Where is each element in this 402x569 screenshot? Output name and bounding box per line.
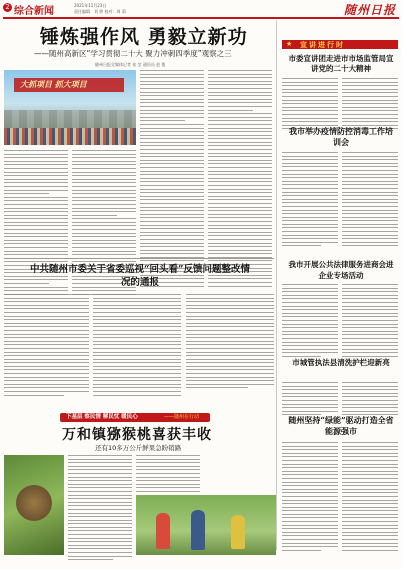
right-top-col1-text: [282, 78, 338, 132]
lead-byline: 随州日报全媒体记者 张 莹 通讯员 赵 俊: [95, 62, 166, 67]
bottom-right-col2-text: [342, 442, 398, 553]
right-top-col2-text: [342, 78, 398, 132]
kiwi-fruit-cluster: [16, 485, 52, 521]
right-mid-headline: 我市举办疫情防控消毒工作培训会: [289, 126, 393, 147]
photo-crowd: [4, 128, 136, 145]
editor-credits: 责任编辑：刘 婷 校对：周 莉: [74, 9, 126, 14]
masthead-rule: [3, 17, 399, 19]
right-lower-col1-text: [282, 284, 338, 359]
policy-top-rule: [4, 258, 274, 259]
policy-col1-text: [4, 294, 89, 398]
policy-headline: 中共随州市委关于省委巡视“回头看”反馈问题整改情况的通报: [30, 264, 250, 288]
harvest-photo: [136, 495, 276, 555]
right-top-headline: 市委宣讲团走进市市场监管局宣讲党的二十大精神: [288, 54, 394, 73]
market-col2-text: [342, 382, 398, 418]
right-lower-col2-text: [342, 284, 398, 359]
bottom-right-col1-text: [282, 442, 338, 553]
right-lower-headline: 我市开展公共法律服务进商会进企业专场活动: [288, 260, 394, 280]
section-title: 综合新闻: [14, 6, 54, 17]
right-banner-label: 宣讲进行时: [300, 40, 345, 49]
banner-star-icon: ★: [286, 40, 293, 48]
lead-subhead: ——随州高新区“学习贯彻二十大 聚力冲刺四季度”观察之三: [34, 49, 232, 58]
bottom-banner-text: 下基层 察民情 解民忧 暖民心: [66, 414, 138, 420]
lead-col3-text: [140, 70, 204, 289]
policy-col3-text: [186, 294, 274, 391]
bottom-banner-sub: ——随州在行动: [164, 414, 200, 420]
bottom-subhead: 还有10多万公斤鲜果急盼销路: [95, 444, 182, 452]
worker-3: [231, 515, 245, 549]
page-number-badge: 2: [3, 3, 12, 12]
photo-banner-text: 大抓项目 抓大项目: [20, 79, 87, 89]
lead-headline: 锤炼强作风 勇毅立新功: [40, 26, 248, 48]
worker-2: [191, 510, 205, 550]
right-mid-col1-text: [282, 152, 338, 249]
paper-logo: 随州日报: [343, 3, 396, 17]
bottom-right-headline: 随州坚持“绿能”驱动打造全省能源强市: [288, 415, 394, 436]
lead-photo: [4, 70, 136, 145]
market-col1-text: [282, 382, 338, 418]
column-divider: [276, 20, 277, 550]
bottom-col1-text: [68, 455, 132, 563]
worker-1: [156, 513, 170, 549]
right-mid-col2-text: [342, 152, 398, 249]
policy-col2-text: [93, 294, 181, 398]
lead-col4-text: [208, 70, 272, 289]
bottom-headline: 万和镇猕猴桃喜获丰收: [62, 427, 212, 443]
market-headline: 市城管执法县清洗护栏迎新亮: [292, 358, 390, 367]
kiwi-photo: [4, 455, 64, 555]
issue-date: 2021年11月23日: [74, 3, 107, 8]
